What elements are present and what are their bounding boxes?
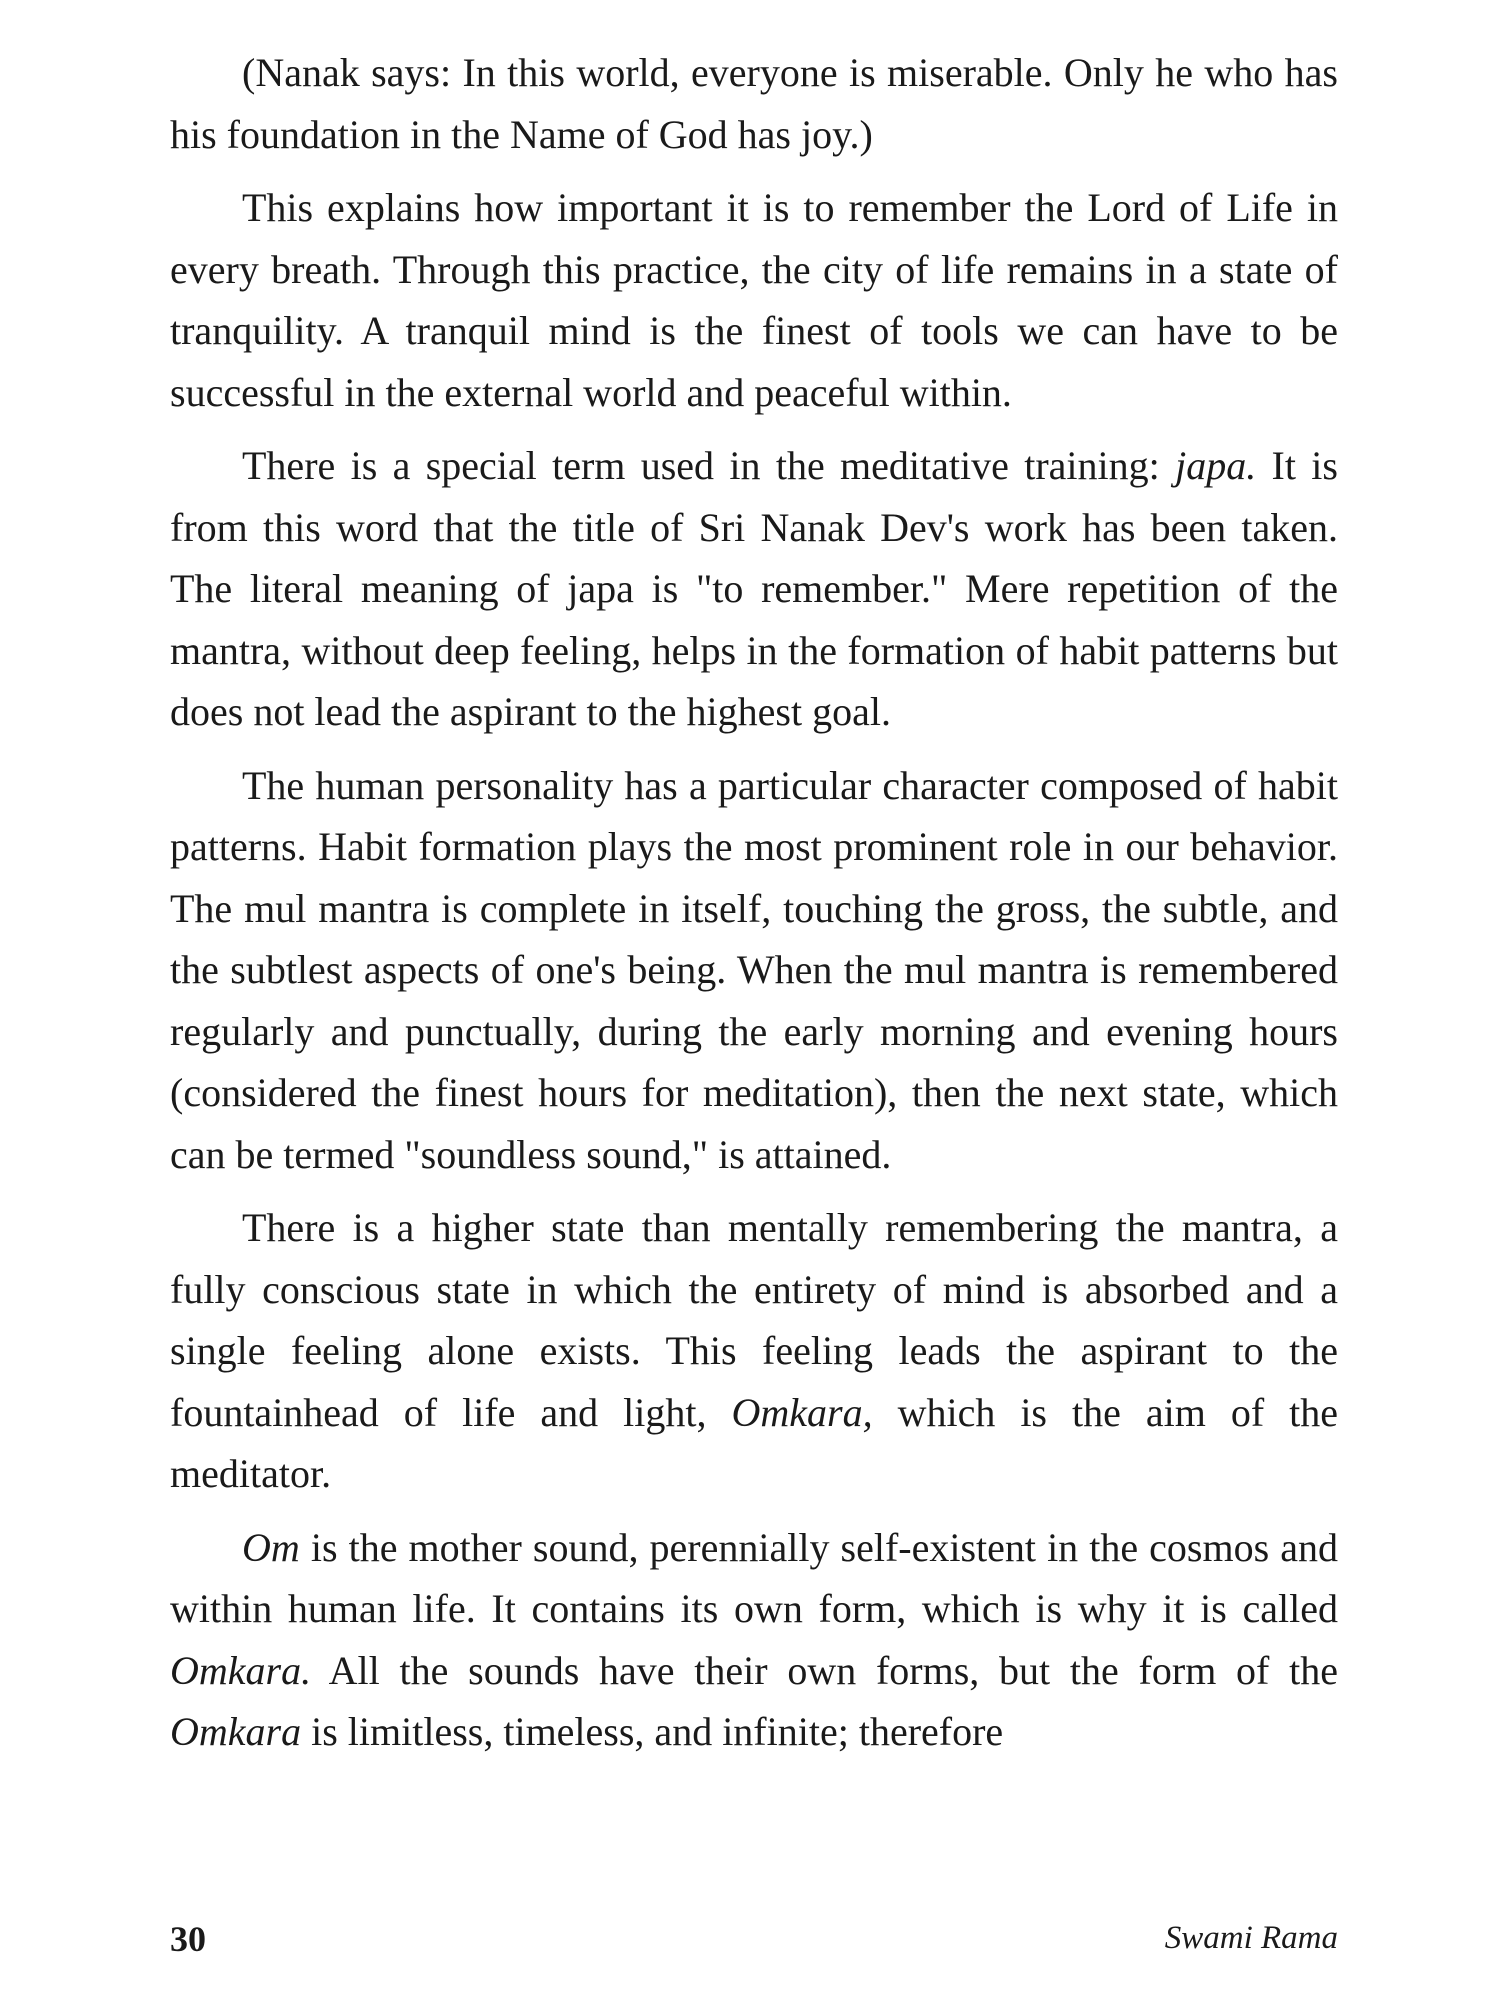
text-segment: The human personality has a particular character composed of habit patterns. Habit formation plays the most prominent role in our behavior. The mul mantra is complete in itself, touching the gross, the subtle, and the subtlest aspects of one's being. When the mul mantra is remembered regularly and punctually, during the early morning and evening hours (considered the finest hours for meditation), then the next state, which can be termed "soundless sound," is attained. <box>170 762 1338 1177</box>
text-segment: which is the aim of the meditator. <box>170 1389 1338 1496</box>
text-segment: All the sounds have their own forms, but the form of the <box>311 1647 1338 1693</box>
text-segment: (Nanak says: In this world, everyone is miserable. Only he who has his foundation in the Name of God has joy.) <box>170 50 1338 157</box>
paragraph <box>170 177 1338 423</box>
paragraph <box>170 1197 1338 1505</box>
italic-term: japa. <box>1175 443 1257 488</box>
text-segment: There is a special term used in the meditative training: <box>242 443 1176 488</box>
paragraph <box>170 435 1338 743</box>
text-segment: is the mother sound, perennially self-existent in the cosmos and within human life. It contains its own form, which is why it is called <box>170 1524 1338 1631</box>
paragraph <box>170 42 1338 165</box>
text-segment: is limitless, timeless, and infinite; therefore <box>301 1709 1004 1754</box>
page-footer <box>170 1918 1338 1968</box>
paragraph <box>170 755 1338 1186</box>
italic-term: Om <box>242 1524 300 1570</box>
text-segment: It is from this word that the title of Sri Nanak Dev's work has been taken. The literal meaning of japa is "to remember." Mere repetition of the mantra, without deep feeling, helps in the formation of habit patterns but does not lead the aspirant to the highest goal. <box>170 443 1338 734</box>
body-text <box>170 42 1338 1763</box>
paragraph <box>170 1517 1338 1763</box>
italic-term: Omkara. <box>170 1647 312 1693</box>
page-number: 30 <box>170 1919 206 1959</box>
text-segment: There is a higher state than mentally remembering the mantra, a fully conscious state in which the entirety of mind is absorbed and a single feeling alone exists. This feeling leads the aspirant to the fountainhead of life and light, <box>170 1205 1338 1435</box>
text-segment: This explains how important it is to remember the Lord of Life in every breath. Through this practice, the city of life remains in a state of tranquility. A tranquil mind is the finest of tools we can have to be successful in the external world and peaceful within. <box>170 185 1338 415</box>
italic-term: Omkara, <box>731 1389 873 1435</box>
italic-term: Omkara <box>170 1709 302 1754</box>
running-footer-author: Swami Rama <box>1164 1920 1338 1956</box>
